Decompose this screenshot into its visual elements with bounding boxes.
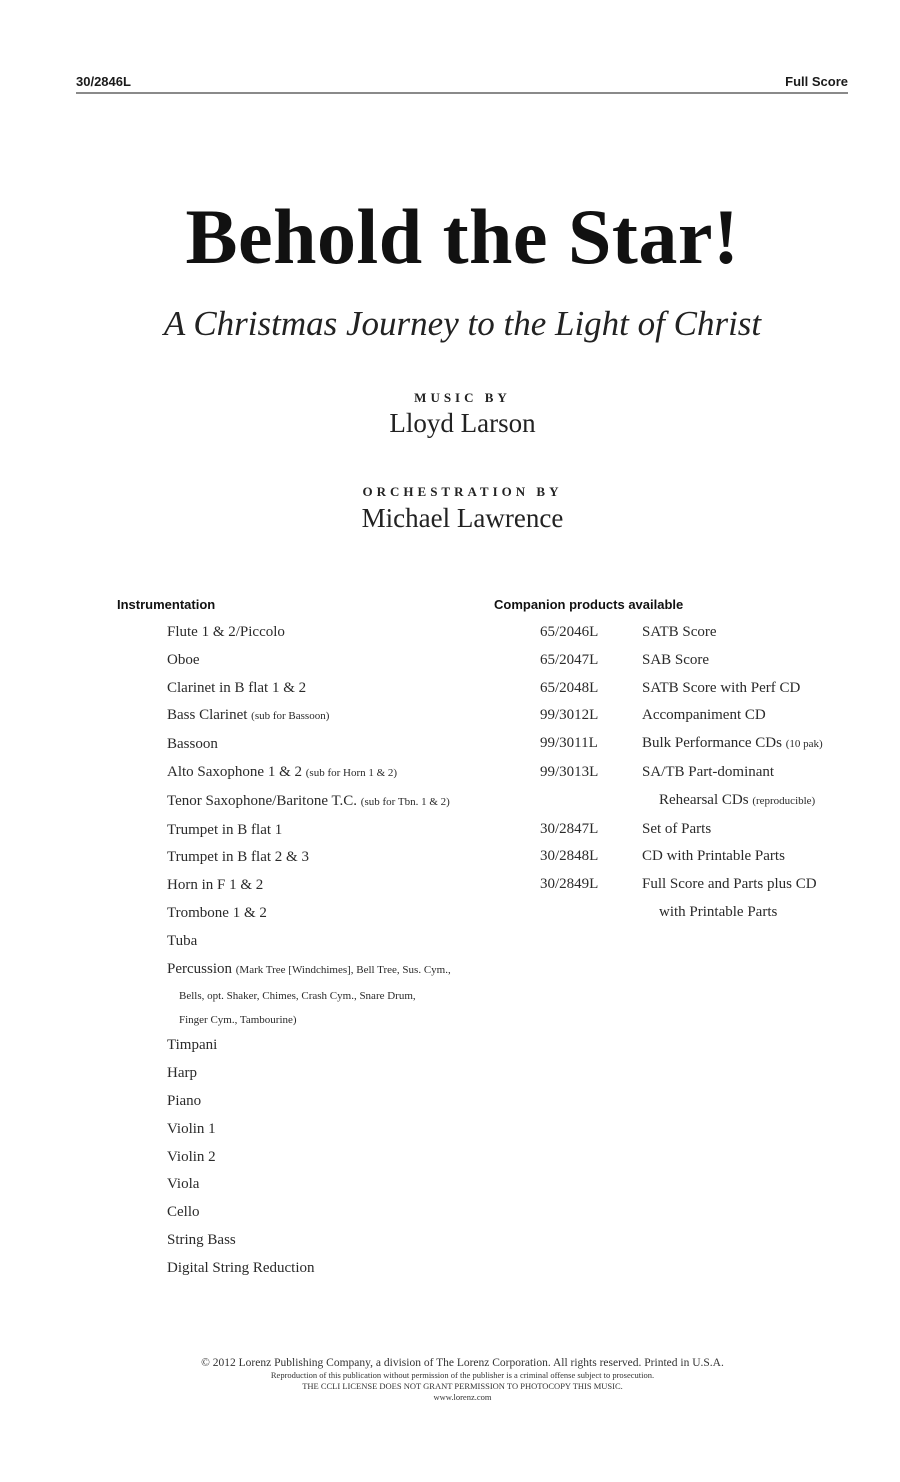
product-note: (reproducible) (752, 794, 816, 807)
product-code: 99/3011L (540, 735, 598, 752)
edition-label: Full Score (785, 74, 848, 89)
instrument-item: Violin 2 (167, 1148, 216, 1165)
instrument-note: (sub for Tbn. 1 & 2) (360, 795, 450, 808)
instrument-item: Alto Saxophone 1 & 2 (sub for Horn 1 & 2) (167, 763, 398, 780)
orchestration-by-label: ORCHESTRATION BY (362, 484, 563, 499)
page-title: Behold the Star! (185, 193, 740, 280)
product-desc: SAB Score (642, 651, 710, 668)
instrument-item: Flute 1 & 2/Piccolo (167, 624, 285, 640)
page-subtitle: A Christmas Journey to the Light of Christ (163, 304, 762, 343)
product-item (540, 816, 823, 844)
instrument-item: Trombone 1 & 2 (167, 904, 267, 921)
product-desc: SATB Score with Perf CD (642, 679, 801, 696)
product-desc-cont: with Printable Parts (659, 903, 778, 920)
instrument-item: Timpani (167, 1037, 218, 1054)
composer-name: Lloyd Larson (389, 408, 536, 438)
instrument-item: Viola (167, 1176, 200, 1193)
product-code: 99/3012L (540, 707, 599, 724)
product-desc: Set of Parts (642, 820, 712, 837)
percussion-note-cont: Finger Cym., Tambourine) (179, 1014, 297, 1027)
music-by-label: MUSIC BY (414, 390, 511, 405)
product-code: 30/2848L (540, 848, 599, 865)
companion-heading: Companion products available (494, 597, 684, 612)
product-item (540, 675, 823, 703)
instrumentation-heading: Instrumentation (117, 597, 216, 612)
product-desc: Bulk Performance CDs (642, 735, 782, 752)
orchestrator-name: Michael Lawrence (361, 503, 564, 533)
reproduction-notice: Reproduction of this publication without permission of the publisher is a criminal offense subject to prosecution. (270, 1370, 655, 1380)
product-code: 30/2849L (540, 876, 599, 893)
catalog-number: 30/2846L (76, 74, 131, 89)
product-item (540, 843, 823, 871)
instrument-item: Digital String Reduction (167, 1259, 315, 1276)
product-desc: CD with Printable Parts (642, 848, 785, 865)
product-code: 30/2847L (540, 820, 599, 837)
product-code: 99/3013L (540, 763, 599, 780)
product-item (540, 871, 823, 927)
instrument-item: Trumpet in B flat 1 (167, 821, 283, 838)
product-code: 65/2047L (540, 651, 599, 668)
instrument-item: Bassoon (167, 736, 218, 753)
product-desc: SATB Score (642, 624, 717, 640)
website-link[interactable]: www.lorenz.com (433, 1392, 492, 1402)
instrument-item: String Bass (167, 1231, 236, 1248)
percussion-note: (Mark Tree [Windchimes], Bell Tree, Sus. Cym., (235, 963, 451, 976)
product-note: (10 pak) (785, 738, 823, 751)
instrument-note: (sub for Horn 1 & 2) (305, 766, 398, 779)
product-desc: Accompaniment CD (642, 707, 766, 724)
instrument-note: (sub for Bassoon) (251, 710, 330, 723)
instrument-item: Horn in F 1 & 2 (167, 877, 264, 894)
percussion-note-cont: Bells, opt. Shaker, Chimes, Crash Cym., Snare Drum, (179, 990, 416, 1003)
instrument-item-percussion: Percussion (Mark Tree [Windchimes], Bell Tree, Sus. Cym., Bells, opt. Shaker, Chimes, Crash Cym., Snare Drum, Finger Cym., Tambourine) (167, 956, 451, 1033)
product-desc-cont: Rehearsal CDs (reproducible) (659, 791, 816, 808)
instrument-item: Trumpet in B flat 2 & 3 (167, 849, 309, 866)
instrument-item: Clarinet in B flat 1 & 2 (167, 679, 307, 696)
instrument-item: Violin 1 (167, 1120, 216, 1137)
footer (0, 1356, 900, 1403)
instrument-item: Harp (167, 1065, 197, 1082)
product-code: 65/2046L (540, 624, 599, 640)
product-desc: Full Score and Parts plus CD (642, 876, 817, 893)
product-code: 65/2048L (540, 679, 599, 696)
instrument-item: Tenor Saxophone/Baritone T.C. (sub for Tbn. 1 & 2) (167, 792, 450, 809)
copyright-notice: © 2012 Lorenz Publishing Company, a division of The Lorenz Corporation. All rights reserved. Printed in U.S.A. (201, 1357, 724, 1369)
product-item (540, 759, 823, 816)
ccli-notice: THE CCLI LICENSE DOES NOT GRANT PERMISSION TO PHOTOCOPY THIS MUSIC. (302, 1381, 623, 1391)
instrumentation-list (167, 619, 451, 1283)
companion-product-list (540, 619, 823, 927)
product-item (540, 619, 823, 647)
product-item (540, 702, 823, 730)
instrument-item: Cello (167, 1204, 200, 1221)
instrument-item: Oboe (167, 651, 200, 668)
product-desc: SA/TB Part-dominant (642, 763, 775, 780)
instrument-item: Bass Clarinet (sub for Bassoon) (167, 707, 330, 724)
header-divider (76, 92, 848, 94)
instrument-item: Tuba (167, 932, 198, 949)
instrument-item: Piano (167, 1092, 202, 1109)
product-item (540, 647, 823, 675)
product-item (540, 730, 823, 759)
